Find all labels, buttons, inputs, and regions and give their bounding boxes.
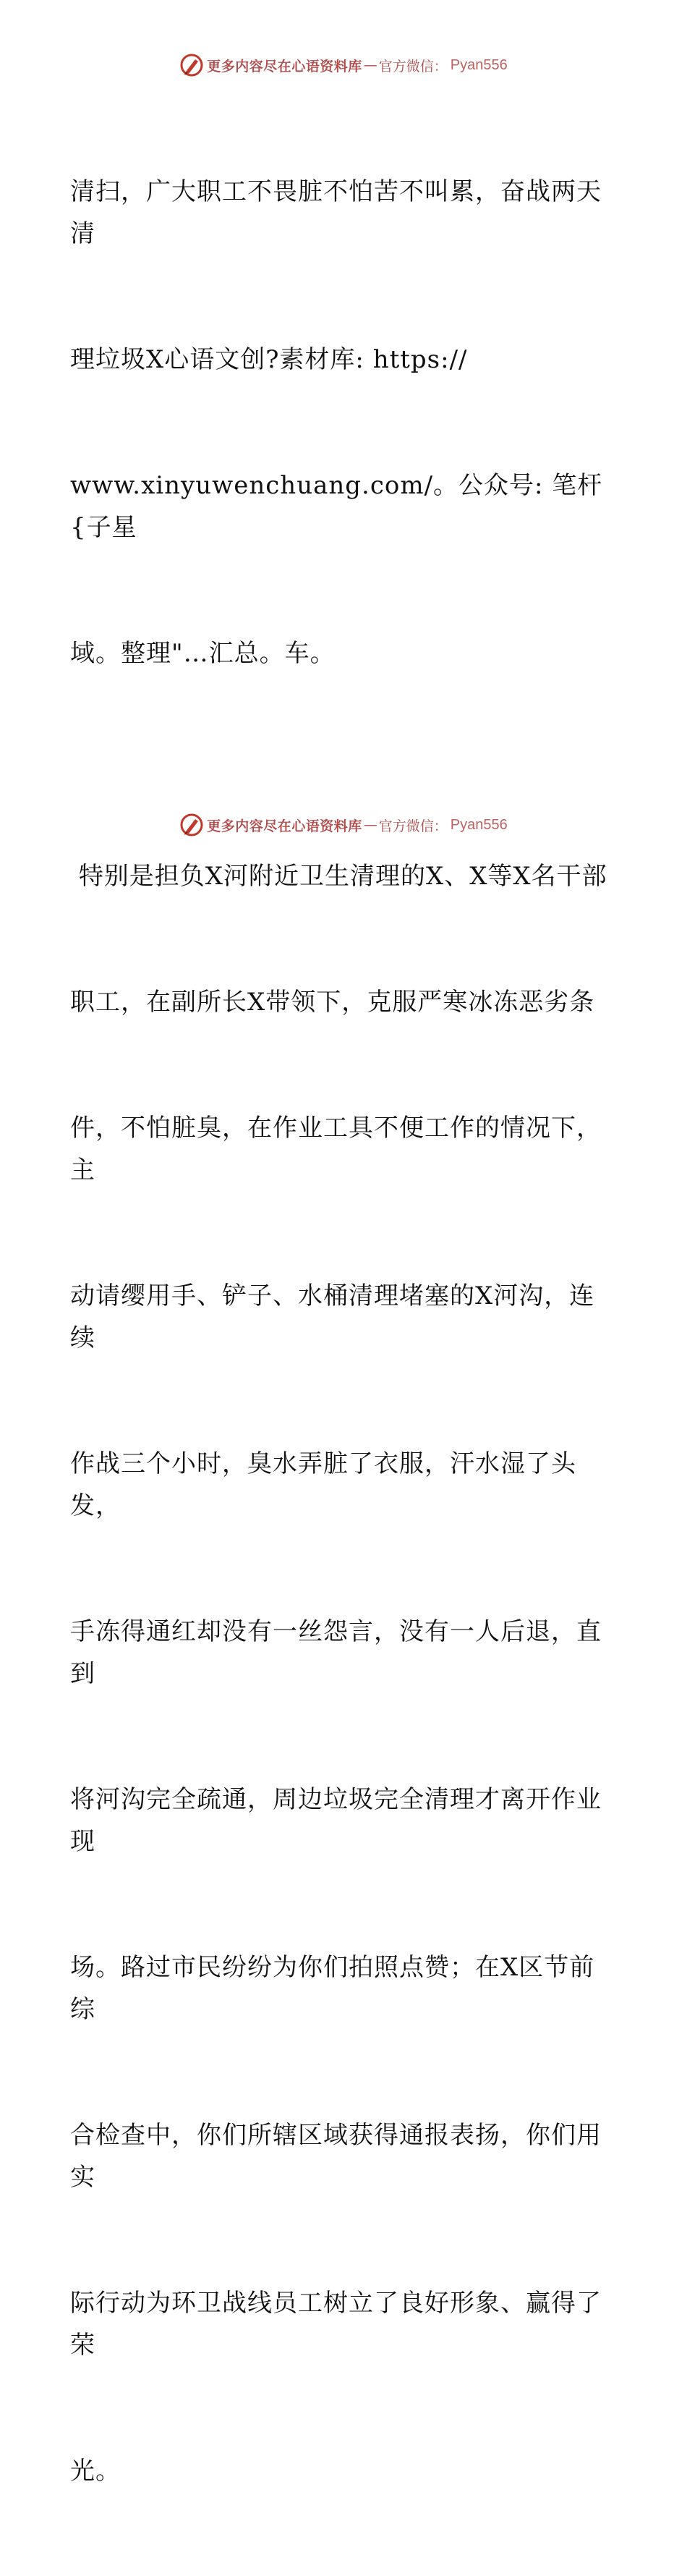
banner-wechat-label: 官方微信： xyxy=(378,58,448,75)
text-line: 将河沟完全疏通，周边垃圾完全清理才离开作业现 xyxy=(70,1785,602,1856)
text-line: 件，不怕脏臭，在作业工具不便工作的情况下，主 xyxy=(70,1114,602,1185)
banner-main-text: 更多内容尽在心语资料库 xyxy=(207,818,362,834)
text-line: 手冻得通红却没有一丝怨言，没有一人后退，直到 xyxy=(70,1617,602,1688)
banner-wechat-id: Pyan556 xyxy=(450,56,508,73)
text-line: 光。 xyxy=(70,2457,121,2486)
text-line: www.xinyuwenchuang.com/。公众号: 笔杆{子星 xyxy=(70,471,603,542)
paragraph-2 xyxy=(70,771,620,2576)
pen-logo-icon xyxy=(179,813,204,837)
text-line: 域。整理"…汇总。车。 xyxy=(70,639,336,668)
text-line: 合检查中，你们所辖区域获得通报表扬，你们用实 xyxy=(70,2121,602,2192)
text-line: 特别是担负X河附近卫生清理的X、X等X名干部 xyxy=(70,862,607,891)
footer-banner xyxy=(0,810,687,839)
banner-wechat-label: 官方微信： xyxy=(378,818,448,834)
text-line: 际行动为环卫战线员工树立了良好形象、赢得了荣 xyxy=(70,2289,602,2360)
header-banner xyxy=(0,51,687,80)
text-line: 动请缨用手、铲子、水桶清理堵塞的X河沟，连续 xyxy=(70,1281,595,1352)
pen-logo-icon xyxy=(179,53,204,77)
banner-main-text: 更多内容尽在心语资料库 xyxy=(207,58,362,75)
text-line: 职工，在副所长X带领下，克服严寒冰冻恶劣条 xyxy=(70,988,595,1017)
document-body xyxy=(70,87,620,2576)
paragraph-1 xyxy=(70,87,620,758)
text-line: 理垃圾X心语文创?素材库: https:// xyxy=(70,345,468,374)
text-line: 场。路过市民纷纷为你们拍照点赞；在X区节前综 xyxy=(70,1953,595,2024)
banner-dash: — xyxy=(363,817,377,833)
banner-dash: — xyxy=(363,57,377,73)
text-line: 作战三个小时，臭水弄脏了衣服，汗水湿了头发， xyxy=(70,1449,576,1520)
banner-wechat-id: Pyan556 xyxy=(450,816,508,833)
text-line: 清扫，广大职工不畏脏不怕苦不叫累，奋战两天清 xyxy=(70,177,602,248)
